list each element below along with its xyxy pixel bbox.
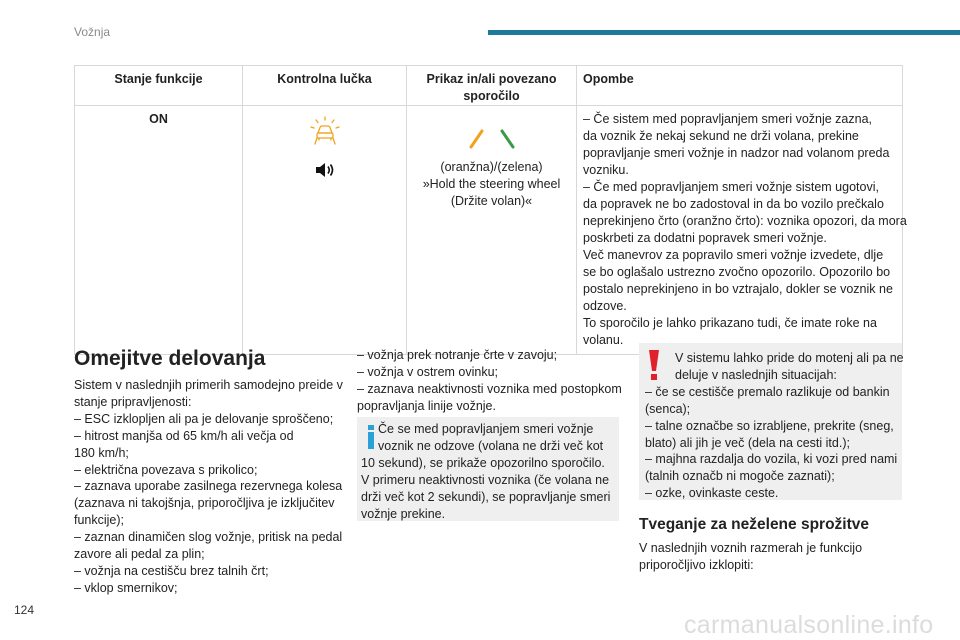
warning-line: – majhna razdalja do vozila, ki vozi pred nami <box>645 452 898 467</box>
column-header-lamp: Kontrolna lučka <box>243 66 407 106</box>
notes-line: se bo oglašalo ustrezno zvočno opozorilo. Opozorilo bo <box>583 265 891 279</box>
watermark: carmanualsonline.info <box>684 611 934 639</box>
message-line: (Držite volan)« <box>450 194 533 208</box>
notes-line: postalo neprekinjeno in bo vztrajalo, dokler se voznik ne <box>583 282 893 296</box>
info-line: 10 sekund), se prikaže opozorilno sporočilo. <box>361 455 605 470</box>
lamp-cell <box>243 106 407 355</box>
warning-exclamation-icon <box>648 350 660 380</box>
notes-line: popravljanje smeri vožnje in nadzor nad volanom preda <box>583 146 890 160</box>
paragraph-line: – vožnja v ostrem ovinku; <box>357 364 499 379</box>
column-header-message-line: sporočilo <box>463 89 520 103</box>
notes-line: Več manevrov za popravilo smeri vožnje izvedete, dlje <box>583 248 884 262</box>
notes-line: vozniku. <box>583 163 629 177</box>
page-header-section: Vožnja <box>74 25 111 39</box>
warning-line: V sistemu lahko pride do motenj ali pa ne <box>675 351 904 365</box>
lane-keeping-warning-lamp-icon <box>308 116 342 146</box>
info-line: V primeru neaktivnosti voznika (če volana ne <box>361 472 610 487</box>
warning-line: deluje v naslednjih situacijah: <box>675 367 837 382</box>
paragraph-line: popravljanja linije vožnje. <box>357 398 496 413</box>
section-title: Omejitve delovanja <box>74 347 266 370</box>
notes-line: da voznik že nekaj sekund ne drži volana, prekine <box>583 129 859 143</box>
warning-note-box <box>639 343 902 500</box>
warning-line: – če se cestišče premalo razlikuje od bankin <box>645 384 890 399</box>
state-cell: ON <box>75 106 243 355</box>
notes-line: da popravek ne bo zadostoval in da bo vozilo prečkalo <box>583 197 884 211</box>
speaker-sound-icon <box>313 160 337 180</box>
paragraph-line: – hitrost manjša od 65 km/h ali večja od <box>74 428 294 443</box>
paragraph-line: priporočljivo izklopiti: <box>639 557 754 572</box>
paragraph-line: – vožnja na cestišču brez talnih črt; <box>74 563 269 578</box>
paragraph-line: – vklop smernikov; <box>74 580 178 595</box>
message-cell <box>407 106 577 355</box>
info-icon <box>366 425 376 449</box>
paragraph-line: (zaznava ni takojšnja, priporočljiva je izključitev <box>74 496 335 511</box>
notes-line: neprekinjeno črto (oranžno črto): voznika opozori, da mora <box>583 214 907 228</box>
paragraph-line: – zaznan dinamičen slog vožnje, pritisk na pedal <box>74 530 343 545</box>
paragraph-line: – ESC izklopljen ali pa je delovanje sproščeno; <box>74 411 334 426</box>
notes-line: – Če sistem med popravljanjem smeri vožnje zazna, <box>583 112 873 126</box>
info-line: Če se med popravljanjem smeri vožnje <box>378 422 594 436</box>
lane-markings-icon <box>457 115 527 155</box>
message-line: »Hold the steering wheel <box>422 177 561 191</box>
warning-line: blato) ali jih je več (dela na cesti itd.); <box>645 435 850 450</box>
subsection-title: Tveganje za neželene sprožitve <box>639 516 870 533</box>
info-note-box <box>357 417 619 521</box>
column-header-message-line: Prikaz in/ali povezano <box>426 72 557 86</box>
function-status-table <box>74 65 907 355</box>
message-line: (oranžna)/(zelena) <box>440 160 543 174</box>
paragraph-line: – zaznava neaktivnosti voznika med postopkom <box>357 381 622 396</box>
column-1-text <box>74 377 343 597</box>
notes-cell <box>577 106 907 355</box>
table-row <box>75 106 903 355</box>
page-number: 124 <box>14 603 35 617</box>
notes-line: poskrbeti za dodatni popravek smeri vožnje. <box>583 231 827 245</box>
warning-line: (senca); <box>645 401 691 416</box>
column-2-text <box>357 347 622 415</box>
notes-line: To sporočilo je lahko prikazano tudi, če imate roke na <box>583 316 877 330</box>
paragraph-line: – zaznava uporabe zasilnega rezervnega kolesa <box>74 479 343 494</box>
table-header-row <box>75 66 903 106</box>
info-line: voznik ne odzove (volana ne drži več kot <box>378 438 604 453</box>
paragraph-line: funkcije); <box>74 513 125 528</box>
paragraph-line: Sistem v naslednjih primerih samodejno preide v <box>74 378 343 392</box>
paragraph-line: V naslednjih voznih razmerah je funkcijo <box>639 541 863 555</box>
paragraph-line: zavore ali pedal za plin; <box>74 547 205 562</box>
paragraph-line: – električna povezava s prikolico; <box>74 462 258 477</box>
paragraph-line: stanje pripravljenosti: <box>74 394 192 409</box>
warning-line: – ozke, ovinkaste ceste. <box>645 486 779 501</box>
column-header-state: Stanje funkcije <box>75 66 243 106</box>
warning-line: (talnih označb ni mogoče zaznati); <box>645 469 835 484</box>
notes-line: volanu. <box>583 333 624 347</box>
notes-line: odzove. <box>583 299 627 313</box>
info-line: vožnje prekine. <box>361 506 446 521</box>
paragraph-line: – vožnja prek notranje črte v zavoju; <box>357 348 558 362</box>
column-header-message <box>407 66 577 106</box>
column-header-notes: Opombe <box>577 66 903 106</box>
notes-line: – Če med popravljanjem smeri vožnje sistem ugotovi, <box>583 180 879 194</box>
header-accent-bar <box>488 30 960 35</box>
info-line: drži več kot 2 sekundi), se popravljanje smeri <box>361 489 611 504</box>
column-3-text <box>639 540 862 574</box>
warning-line: – talne označbe so izrabljene, prekrite (sneg, <box>645 418 894 433</box>
paragraph-line: 180 km/h; <box>74 445 129 460</box>
